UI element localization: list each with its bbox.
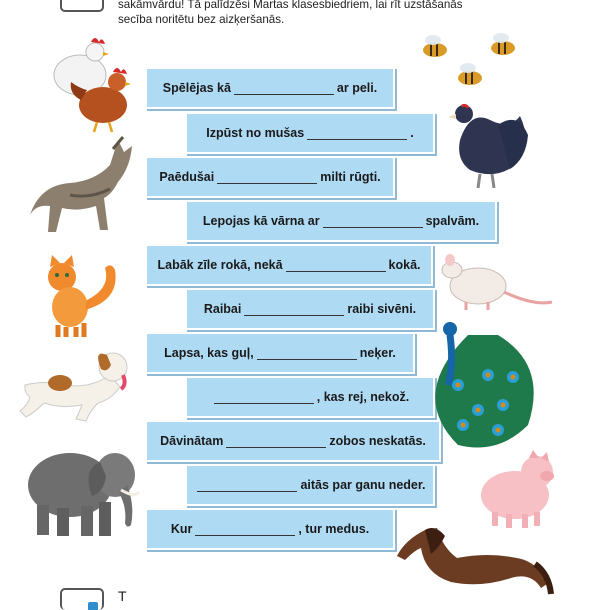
peacock-illustration xyxy=(428,315,538,450)
saying-7: Lapsa, kas guļ, neķer. xyxy=(145,332,415,374)
blank-8[interactable] xyxy=(214,391,314,404)
hen-and-rooster-illustration xyxy=(45,30,140,135)
saying-8: , kas rej, nekož. xyxy=(185,376,435,418)
blank-7[interactable] xyxy=(257,347,357,360)
blank-9[interactable] xyxy=(226,435,326,448)
saying-6: Raibai raibi sivēni. xyxy=(185,288,435,330)
capercaillie-illustration xyxy=(440,100,535,195)
blank-3[interactable] xyxy=(217,171,317,184)
saying-2: Izpūst no mušas . xyxy=(185,112,435,154)
saying-3: Paēdušai milti rūgti. xyxy=(145,156,395,198)
intro-text xyxy=(118,0,558,27)
blank-2[interactable] xyxy=(307,127,407,140)
intro-line-1: sakāmvārdu! Tā palīdzēsi Martas klasesbiedriem, lai rīt uzstāšanās xyxy=(118,0,463,11)
task-icon-bottom xyxy=(60,588,104,610)
blank-10[interactable] xyxy=(197,479,297,492)
saying-4: Lepojas kā vārna ar spalvām. xyxy=(185,200,497,242)
dog-illustration xyxy=(15,345,140,430)
cat-illustration xyxy=(40,255,130,340)
elephant-illustration xyxy=(15,440,150,540)
blank-11[interactable] xyxy=(195,523,295,536)
saying-5: Labāk zīle rokā, nekā kokā. xyxy=(145,244,433,286)
next-task-text: T xyxy=(118,588,127,604)
rat-illustration xyxy=(440,248,555,318)
saying-1: Spēlējas kā ar peli. xyxy=(145,67,395,109)
wolf-illustration xyxy=(15,135,140,250)
pig-illustration xyxy=(475,450,565,530)
saying-10: aitās par ganu neder. xyxy=(185,464,435,506)
blank-1[interactable] xyxy=(234,82,334,95)
blank-5[interactable] xyxy=(286,259,386,272)
saying-11: Kur , tur medus. xyxy=(145,508,395,550)
saying-9: Dāvinātam zobos neskatās. xyxy=(145,420,441,462)
horse-illustration xyxy=(395,520,555,600)
bees-illustration xyxy=(415,28,525,98)
intro-line-2: secība noritētu bez aizķeršanās. xyxy=(118,13,285,26)
blank-6[interactable] xyxy=(244,303,344,316)
task-icon xyxy=(60,0,104,12)
blank-4[interactable] xyxy=(323,215,423,228)
